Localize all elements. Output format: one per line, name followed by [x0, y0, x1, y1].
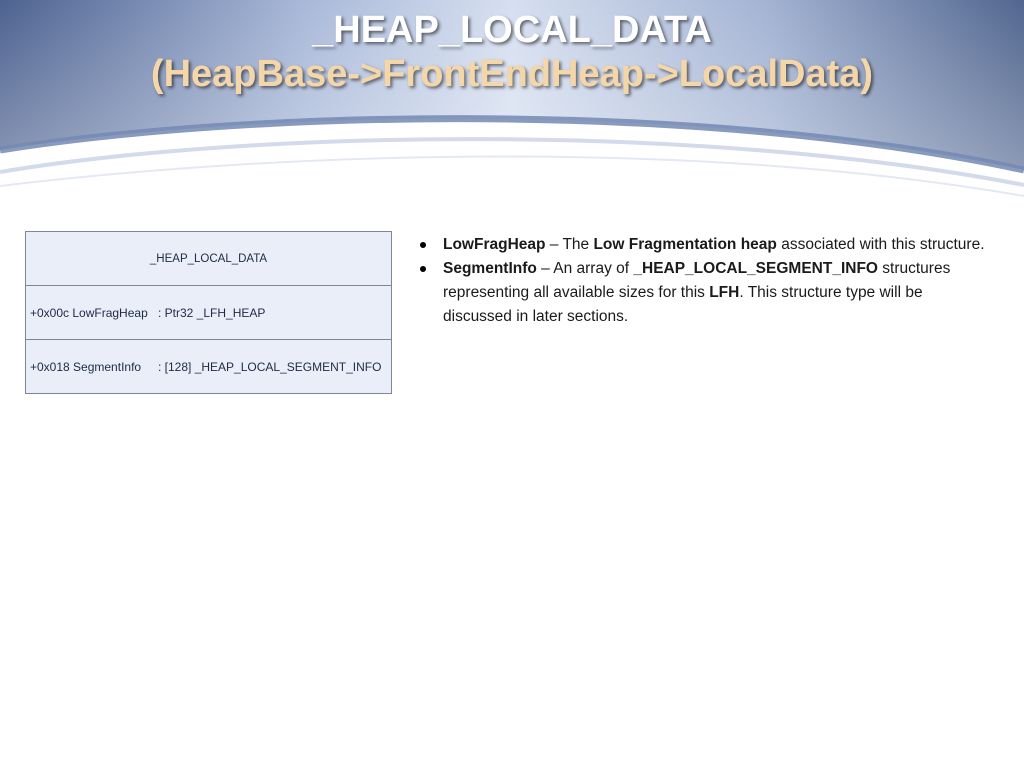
field-type: : [128] _HEAP_LOCAL_SEGMENT_INFO [158, 359, 382, 374]
title-banner [0, 0, 1024, 200]
bullet-dot-icon [420, 266, 426, 272]
title-line-path: (HeapBase->FrontEndHeap->LocalData) [150, 53, 874, 95]
slide-title [0, 8, 1024, 96]
struct-name-cell: _HEAP_LOCAL_DATA [26, 232, 392, 286]
bullet-emphasis: LFH [709, 284, 740, 301]
bullet-text: . This structure type will be discussed in later sections. [443, 284, 923, 325]
title-line-struct: _HEAP_LOCAL_DATA [312, 9, 712, 51]
field-offset-name: +0x00c LowFragHeap [30, 305, 148, 320]
bullet-text: structures representing all available sizes for this [443, 260, 951, 301]
field-description-list [415, 233, 995, 329]
bullet-dot-icon [420, 242, 426, 248]
bullet-text: – An array of [536, 260, 634, 277]
struct-header-row [26, 232, 392, 286]
struct-field-row [26, 340, 392, 394]
struct-layout-table [25, 231, 392, 394]
bullet-text: associated with this structure. [776, 236, 985, 253]
bullet-segmentinfo [415, 257, 995, 329]
struct-field-cell [26, 340, 392, 394]
field-offset-name: +0x018 SegmentInfo [30, 359, 142, 374]
bullet-term: LowFragHeap [443, 236, 546, 253]
bullet-lowfragheap [415, 233, 995, 257]
struct-field-row [26, 286, 392, 340]
field-type: : Ptr32 _LFH_HEAP [158, 305, 266, 320]
bullet-text: – The [545, 236, 594, 253]
bullet-term: SegmentInfo [443, 260, 537, 277]
struct-field-cell [26, 286, 392, 340]
bullet-emphasis: Low Fragmentation heap [593, 236, 777, 253]
bullet-emphasis: _HEAP_LOCAL_SEGMENT_INFO [633, 260, 878, 277]
